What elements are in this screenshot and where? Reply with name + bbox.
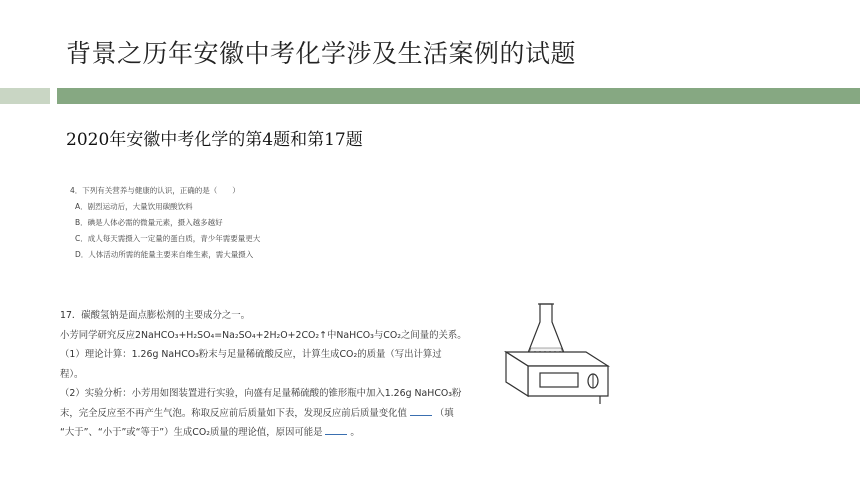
balance-with-conical-flask-icon [500,300,612,410]
question-17-line: （2）实验分析：小芳用如图装置进行实验，向盛有足量稀硫酸的锥形瓶中加入1.26g NaHCO₃粉 [60,388,462,399]
question-4-option-d: D．人体活动所需的能量主要来自维生素，需大量摄入 [75,250,254,259]
question-4 [70,186,260,260]
question-17-line: 程）。 [60,368,84,380]
question-17-line: 小芳同学研究反应2NaHCO₃+H₂SO₄=Na₂SO₄+2H₂O+2CO₂↑中NaHCO₃与CO₂之间量的关系。 [60,329,467,341]
question-17-line: 17．碳酸氢钠是面点膨松剂的主要成分之一。 [60,310,251,321]
question-17-line: （1）理论计算：1.26g NaHCO₃粉末与足量稀硫酸反应，计算生成CO₂的质量（写出计算过 [60,349,442,360]
answer-blank-2[interactable] [325,424,347,435]
question-17-text: 。 [350,427,360,438]
header-bar-dark [57,88,860,104]
question-17-line [60,423,515,443]
header-bar-light [0,88,50,104]
question-4-option-c: C．成人每天需摄入一定量的蛋白质，青少年需要量更大 [75,234,261,243]
question-17-line [60,404,515,424]
question-17-text: （填 [434,407,454,419]
slide-title: 背景之历年安徽中考化学涉及生活案例的试题 [66,39,577,68]
question-17-text: “大于”、“小于”或“等于”）生成CO₂质量的理论值，原因可能是 [60,427,323,438]
question-17-text: 末，完全反应至不再产生气泡。称取反应前后质量如下表，发现反应前后质量变化值 [60,407,407,419]
question-17 [60,306,515,443]
answer-blank-1[interactable] [410,405,432,416]
question-4-stem: 4．下列有关营养与健康的认识，正确的是（ ） [70,186,240,195]
question-4-option-b: B．碘是人体必需的微量元素，摄入越多越好 [75,218,223,227]
slide-subtitle: 2020年安徽中考化学的第4题和第17题 [66,130,363,150]
question-4-option-a: A．剧烈运动后，大量饮用碳酸饮料 [75,202,193,211]
